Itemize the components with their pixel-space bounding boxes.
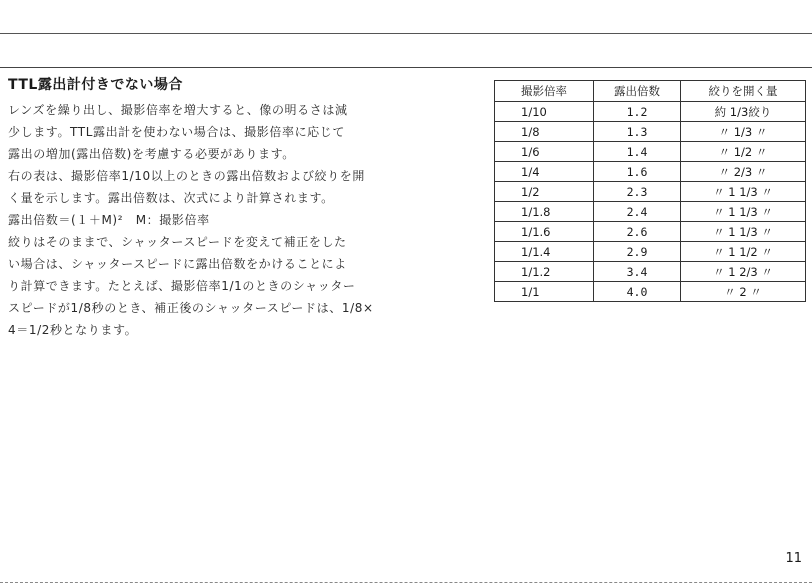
header-exposure-factor: 露出倍数 bbox=[594, 81, 681, 102]
body-text bbox=[8, 99, 448, 341]
cell-aperture-opening: 〃 1 1/2 〃 bbox=[681, 242, 806, 262]
table-row bbox=[495, 242, 806, 262]
table-row bbox=[495, 222, 806, 242]
body-line: く量を示します。露出倍数は、次式により計算されます。 bbox=[8, 191, 334, 205]
cell-exposure-factor: 1.6 bbox=[594, 162, 681, 182]
cell-exposure-factor: 1.3 bbox=[594, 122, 681, 142]
table-row bbox=[495, 262, 806, 282]
exposure-factor-table bbox=[494, 80, 806, 302]
cell-aperture-opening: 〃 1 1/3 〃 bbox=[681, 202, 806, 222]
header-rule bbox=[0, 67, 812, 68]
cell-exposure-factor: 2.9 bbox=[594, 242, 681, 262]
page-number: 11 bbox=[785, 551, 802, 566]
cell-aperture-opening: 〃 2/3 〃 bbox=[681, 162, 806, 182]
header-magnification: 撮影倍率 bbox=[495, 81, 594, 102]
cell-aperture-opening: 〃 1 1/3 〃 bbox=[681, 182, 806, 202]
body-line: 露出の増加(露出倍数)を考慮する必要があります。 bbox=[8, 147, 295, 161]
cell-magnification: 1/1.6 bbox=[495, 222, 594, 242]
table-row bbox=[495, 142, 806, 162]
cell-aperture-opening: 〃 1 2/3 〃 bbox=[681, 262, 806, 282]
cell-exposure-factor: 2.4 bbox=[594, 202, 681, 222]
cell-magnification: 1/2 bbox=[495, 182, 594, 202]
header-aperture-opening: 絞りを開く量 bbox=[681, 81, 806, 102]
table-row bbox=[495, 122, 806, 142]
body-line: り計算できます。たとえば、撮影倍率1/1のときのシャッター bbox=[8, 279, 356, 293]
body-line: スピードが1/8秒のとき、補正後のシャッタースピードは、1/8× bbox=[8, 301, 374, 315]
cell-aperture-opening: 〃 1 1/3 〃 bbox=[681, 222, 806, 242]
body-line: 少します。TTL露出計を使わない場合は、撮影倍率に応じて bbox=[8, 125, 345, 139]
cell-magnification: 1/8 bbox=[495, 122, 594, 142]
body-line: い場合は、シャッタースピードに露出倍数をかけることによ bbox=[8, 257, 347, 271]
cell-exposure-factor: 1.4 bbox=[594, 142, 681, 162]
cell-aperture-opening: 〃 1/2 〃 bbox=[681, 142, 806, 162]
section-title: TTL露出計付きでない場合 bbox=[8, 77, 183, 93]
table-row bbox=[495, 102, 806, 122]
table-row bbox=[495, 182, 806, 202]
cell-magnification: 1/6 bbox=[495, 142, 594, 162]
top-rule bbox=[0, 33, 812, 34]
table-row bbox=[495, 202, 806, 222]
cell-aperture-opening: 〃 2 〃 bbox=[681, 282, 806, 302]
body-line: 絞りはそのままで、シャッタースピードを変えて補正をした bbox=[8, 235, 347, 249]
cell-aperture-opening: 〃 1/3 〃 bbox=[681, 122, 806, 142]
cell-magnification: 1/1.4 bbox=[495, 242, 594, 262]
cell-exposure-factor: 1.2 bbox=[594, 102, 681, 122]
cell-magnification: 1/4 bbox=[495, 162, 594, 182]
cell-exposure-factor: 3.4 bbox=[594, 262, 681, 282]
cell-magnification: 1/10 bbox=[495, 102, 594, 122]
cell-aperture-opening: 約 1/3絞り bbox=[681, 102, 806, 122]
table-header-row bbox=[495, 81, 806, 102]
body-line: 4＝1/2秒となります。 bbox=[8, 323, 138, 337]
body-line: レンズを繰り出し、撮影倍率を増大すると、像の明るさは減 bbox=[8, 103, 348, 117]
cell-exposure-factor: 4.0 bbox=[594, 282, 681, 302]
bottom-rule bbox=[0, 582, 812, 583]
cell-magnification: 1/1.2 bbox=[495, 262, 594, 282]
table-row bbox=[495, 162, 806, 182]
table-row bbox=[495, 282, 806, 302]
body-line: 右の表は、撮影倍率1/10以上のときの露出倍数および絞りを開 bbox=[8, 169, 365, 183]
cell-exposure-factor: 2.6 bbox=[594, 222, 681, 242]
formula-line: 露出倍数＝(１＋M)² M：撮影倍率 bbox=[8, 213, 210, 227]
cell-magnification: 1/1 bbox=[495, 282, 594, 302]
cell-magnification: 1/1.8 bbox=[495, 202, 594, 222]
cell-exposure-factor: 2.3 bbox=[594, 182, 681, 202]
